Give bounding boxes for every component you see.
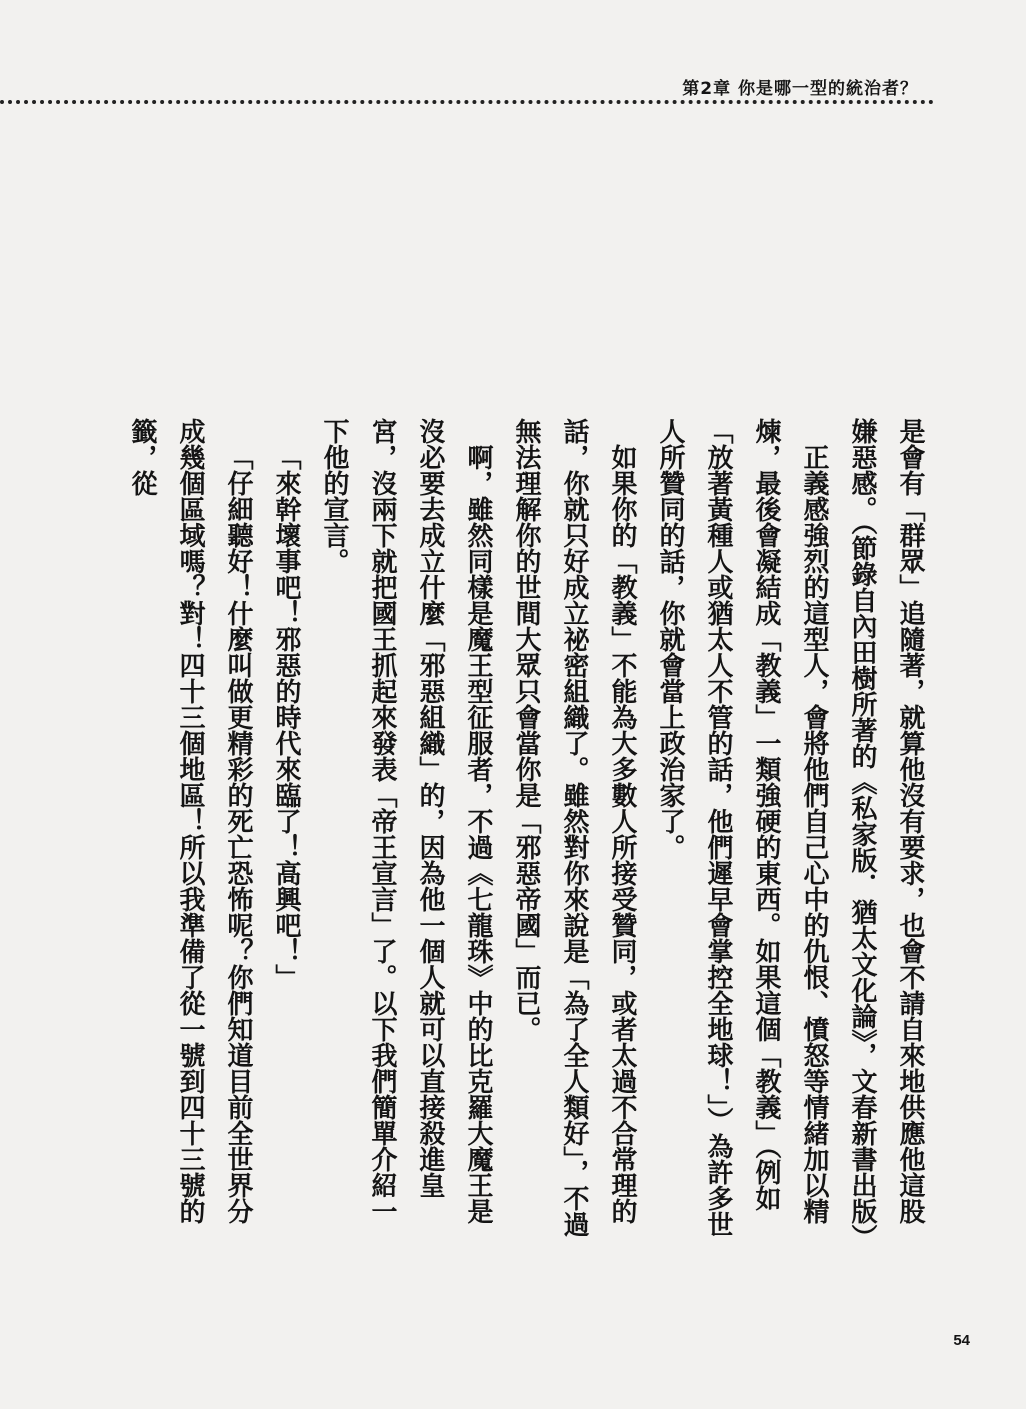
paragraph-4: 啊，雖然同樣是魔王型征服者，不過《七龍珠》中的比克羅大魔王是沒必要去成立什麼「邪惡組織」的，因為他一個人就可以直接殺進皇宮，沒兩下就把國王抓起來發表「帝王宣言」了。以下我們簡單介紹一下他的宣言。 — [319, 418, 493, 1224]
page-number: 54 — [953, 1332, 970, 1349]
header-dotted-rule — [0, 100, 934, 104]
chapter-header: 第2章 你是哪一型的統治者？ — [682, 79, 918, 99]
paragraph-1: 是會有「群眾」追隨著，就算他沒有要求，也會不請自來地供應他這股嫌惡感。（節錄自內田樹所著的《私家版．猶太文化論》，文春新書出版） — [847, 418, 925, 1250]
paragraph-2: 正義感強烈的這型人，會將他們自己心中的仇恨、憤怒等情緒加以精煉，最後會凝結成「教義」一類強硬的東西。如果這個「教義」（例如「放著黃種人或猶太人不管的話，他們遲早會掌控全地球！」）為許多世人所贊同的話，你就會當上政治家了。 — [655, 418, 829, 1237]
paragraph-5-quote: 「來幹壞事吧！邪惡的時代來臨了！高興吧！」 — [271, 444, 301, 990]
vertical-body-text — [118, 418, 934, 1248]
paragraph-6-quote: 「仔細聽好！什麼叫做更精彩的死亡恐怖呢？你們知道目前全世界分成幾個區域嗎？對！四十三個地區！所以我準備了從一號到四十三號的籤，從 — [127, 418, 253, 1224]
paragraph-3: 如果你的「教義」不能為大多數人所接受贊同，或者太過不合常理的話，你就只好成立祕密組織了。雖然對你來說是「為了全人類好」，不過無法理解你的世間大眾只會當你是「邪惡帝國」而已。 — [511, 418, 637, 1237]
